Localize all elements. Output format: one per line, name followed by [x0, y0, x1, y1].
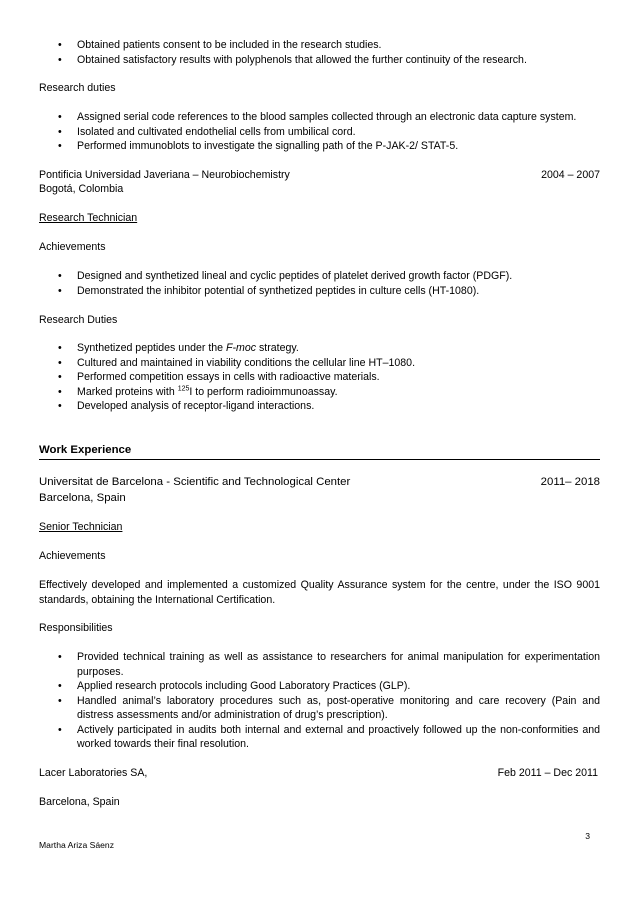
list-item: • Isolated and cultivated endothelial cells from umbilical cord. — [58, 125, 356, 138]
achievements-heading: Achievements — [39, 241, 106, 253]
javeriana-header — [39, 168, 600, 183]
footer-author: Martha Ariza Sáenz — [39, 840, 114, 850]
organization-name: Universitat de Barcelona - Scientific and Technological Center — [39, 476, 351, 488]
bullet-icon: • — [58, 53, 62, 66]
bullet-icon: • — [58, 694, 62, 707]
research-duties-heading: Research Duties — [39, 314, 118, 326]
list-item: • Handled animal’s laboratory procedures such as, post-operative monitoring and care recovery (Pain and distress assessments and/or administration of drug’s prescription). — [58, 694, 600, 721]
bullet-icon: • — [58, 371, 62, 383]
research-duties-list — [0, 110, 638, 154]
barcelona-header — [39, 474, 600, 490]
page-number: 3 — [585, 831, 590, 841]
list-item: • Actively participated in audits both internal and external and proactively followed up the non-conformities and worked towards their final resolution. — [58, 723, 600, 750]
bullet-icon: • — [58, 111, 62, 123]
list-item: • Provided technical training as well as assistance to researchers for animal manipulation for experimentation purposes. — [58, 651, 600, 678]
list-item: • Demonstrated the inhibitor potential of synthetized peptides in culture cells (HT-1080). — [58, 284, 480, 297]
bullet-icon: • — [58, 39, 62, 51]
bullet-icon: • — [58, 400, 62, 412]
list-item: • Applied research protocols including Good Laboratory Practices (GLP). — [58, 680, 411, 692]
list-item: • Assigned serial code references to the blood samples collected through an electronic data capture system. — [58, 111, 577, 123]
achievements-heading: Achievements — [39, 550, 106, 562]
bullet-icon: • — [58, 680, 62, 692]
location: Barcelona, Spain — [39, 796, 120, 808]
responsibilities-list — [0, 650, 638, 752]
bullet-icon: • — [58, 140, 62, 152]
list-item: • Cultured and maintained in viability conditions the cellular line HT–1080. — [58, 356, 416, 369]
bullet-icon: • — [58, 356, 62, 369]
research-duties-list — [0, 341, 638, 414]
bullet-icon: • — [58, 385, 62, 398]
research-duties-heading: Research duties — [39, 82, 116, 94]
previous-achievements-list — [0, 38, 638, 67]
achievement-paragraph: Effectively developed and implemented a customized Quality Assurance system for the centre, under the ISO 9001 standards, obtaining the International Certification. — [39, 579, 600, 606]
list-item: • Performed immunoblots to investigate the signalling path of the P-JAK-2/ STAT-5. — [58, 140, 459, 152]
organization-name: Pontificia Universidad Javeriana – Neurobiochemistry — [39, 169, 290, 181]
date-range: 2011– 2018 — [540, 476, 600, 488]
job-title: Senior Technician — [39, 521, 123, 533]
bullet-icon: • — [58, 270, 62, 282]
bullet-icon: • — [58, 342, 62, 354]
list-item: • Performed competition essays in cells with radioactive materials. — [58, 371, 380, 383]
list-item: • Synthetized peptides under the F-moc strategy. — [58, 342, 299, 354]
lacer-header — [39, 766, 600, 781]
bullet-icon: • — [58, 651, 62, 663]
achievements-list — [0, 269, 638, 298]
job-title: Research Technician — [39, 212, 138, 224]
location: Bogotá, Colombia — [39, 183, 124, 195]
responsibilities-heading: Responsibilities — [39, 622, 113, 634]
date-range: Feb 2011 – Dec 2011 — [497, 767, 598, 779]
list-item: • Obtained patients consent to be included in the research studies. — [58, 39, 382, 51]
date-range: 2004 – 2007 — [541, 169, 600, 181]
list-item: • Obtained satisfactory results with polyphenols that allowed the further continuity of the research. — [58, 53, 527, 66]
organization-name: Lacer Laboratories SA, — [39, 767, 148, 779]
bullet-icon: • — [58, 723, 62, 736]
list-item: • Marked proteins with $^{125}$I to perform radioimmunoassay. — [58, 384, 338, 398]
bullet-icon: • — [58, 125, 62, 138]
list-item: • Developed analysis of receptor-ligand interactions. — [58, 400, 315, 412]
list-item: • Designed and synthetized lineal and cyclic peptides of platelet derived growth factor (PDGF). — [58, 270, 513, 282]
section-heading-work-experience: Work Experience — [39, 444, 132, 456]
location: Barcelona, Spain — [39, 492, 126, 504]
section-divider — [39, 459, 600, 460]
bullet-icon: • — [58, 284, 62, 297]
